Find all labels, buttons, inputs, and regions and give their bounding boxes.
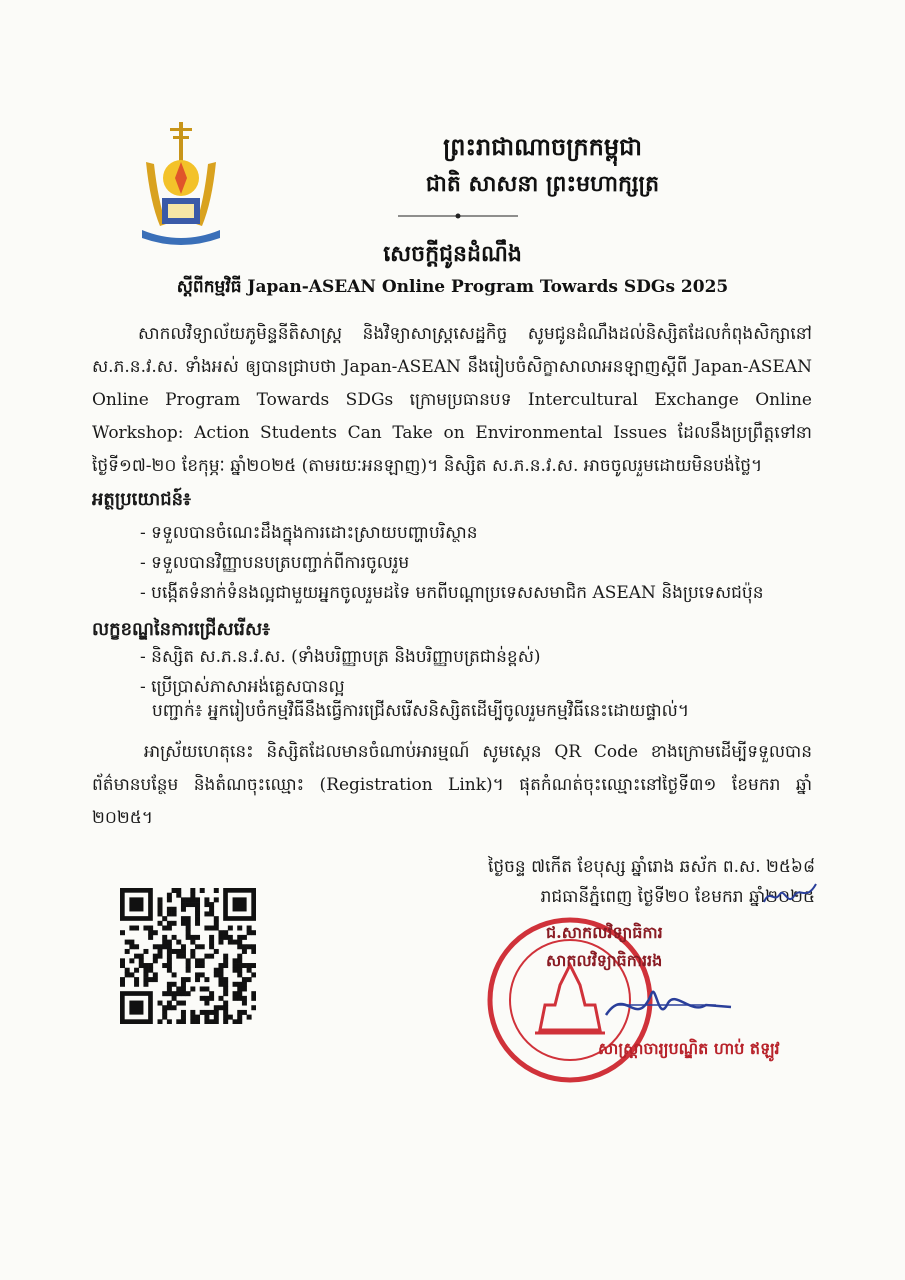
benefits-list [140,518,764,608]
intro-paragraph: សាកលវិទ្យាល័យភូមិន្ទនីតិសាស្ត្រ និងវិទ្យាសាស្ត្រសេដ្ឋកិច្ច សូមជូនដំណឹងដល់និស្សិតដែលកំពុងសិក្សានៅ ស.ភ.ន.វ.ស. ទាំងអស់ ឲ្យបានជ្រាបថា Japan-ASEAN នឹងរៀបចំសិក្ខាសាលាអនឡាញស្តីពី Japan-ASEAN Online Program Towards SDGs ក្រោមប្រធានបទ Intercultural Exchange Online Workshop: Action Students Can Take on Environmental Issues ដែលនឹងប្រព្រឹត្តទៅនាថ្ងៃទី១៧-២០ ខែកុម្ភៈ ឆ្នាំ២០២៥ (តាមរយៈអនឡាញ)។ និស្សិត ស.ភ.ន.វ.ស. អាចចូលរួមដោយមិនបង់ថ្លៃ។ [92,324,812,476]
signatory-role: សាកលវិទ្យាធិការរង [546,951,663,970]
handwritten-initial [760,880,820,910]
handwritten-signature [596,975,736,1035]
criteria-heading: លក្ខខណ្ឌនៃការជ្រើសរើស៖ [92,619,271,640]
list-item: - បង្កើតទំនាក់ទំនងល្អជាមួយអ្នកចូលរួមដទៃ មកពីបណ្តាប្រទេសសមាជិក ASEAN និងប្រទេសជប៉ុន [140,578,764,608]
list-item: - និស្សិត ស.ភ.ន.វ.ស. (ទាំងបរិញ្ញាបត្រ និងបរិញ្ញាបត្រជាន់ខ្ពស់) [140,642,541,672]
notice-title: សេចក្តីជូនដំណឹង [383,241,522,267]
solar-date: រាជធានីភ្នំពេញ ថ្ងៃទី២០ ខែមករា ឆ្នាំ២០២៥ [540,887,815,907]
notice-subject: ស្តីពីកម្មវិធី Japan-ASEAN Online Program Towards SDGs 2025 [176,277,729,297]
national-motto: ជាតិ សាសនា ព្រះមហាក្សត្រ [425,171,660,197]
lunar-date: ថ្ងៃចន្ទ ៧កើត ខែបុស្ស ឆ្នាំរោង ឆស័ក ព.ស. ២៥៦៨ [487,857,815,877]
benefits-heading: អត្ថប្រយោជន៍៖ [92,489,191,510]
list-item: - ទទួលបានវិញ្ញាបនបត្របញ្ជាក់ពីការចូលរួម [140,548,764,578]
kingdom-title: ព្រះរាជាណាចក្រកម្ពុជា [443,132,642,161]
closing-paragraph: អាស្រ័យហេតុនេះ និស្សិតដែលមានចំណាប់អារម្មណ៍ សូមស្កេន QR Code ខាងក្រោមដើម្បីទទួលបានព័ត៌មានបន្ថែម និងតំណចុះឈ្មោះ (Registration Link)។ ផុតកំណត់ចុះឈ្មោះនៅថ្ងៃទី៣១ ខែមករា ឆ្នាំ ២០២៥។ [92,742,812,828]
signatory-title: ជ.សាកលវិទ្យាធិការ [546,923,663,942]
criteria-list [140,642,541,702]
list-item: - ទទួលបានចំណេះដឹងក្នុងការដោះស្រាយបញ្ហាបរិស្ថាន [140,518,764,548]
list-item: - ប្រើប្រាស់ភាសាអង់គ្លេសបានល្អ [140,672,541,702]
ornamental-divider [398,212,518,220]
signatory-name: សាស្ត្រាចារ្យបណ្ឌិត ហាប់ ឥឡូវ [598,1039,780,1058]
registration-qr-code[interactable] [120,888,256,1024]
criteria-note: បញ្ជាក់៖ អ្នករៀបចំកម្មវិធីនឹងធ្វើការជ្រើសរើសនិស្សិតដើម្បីចូលរួមកម្មវិធីនេះដោយផ្ទាល់។ [152,701,690,721]
